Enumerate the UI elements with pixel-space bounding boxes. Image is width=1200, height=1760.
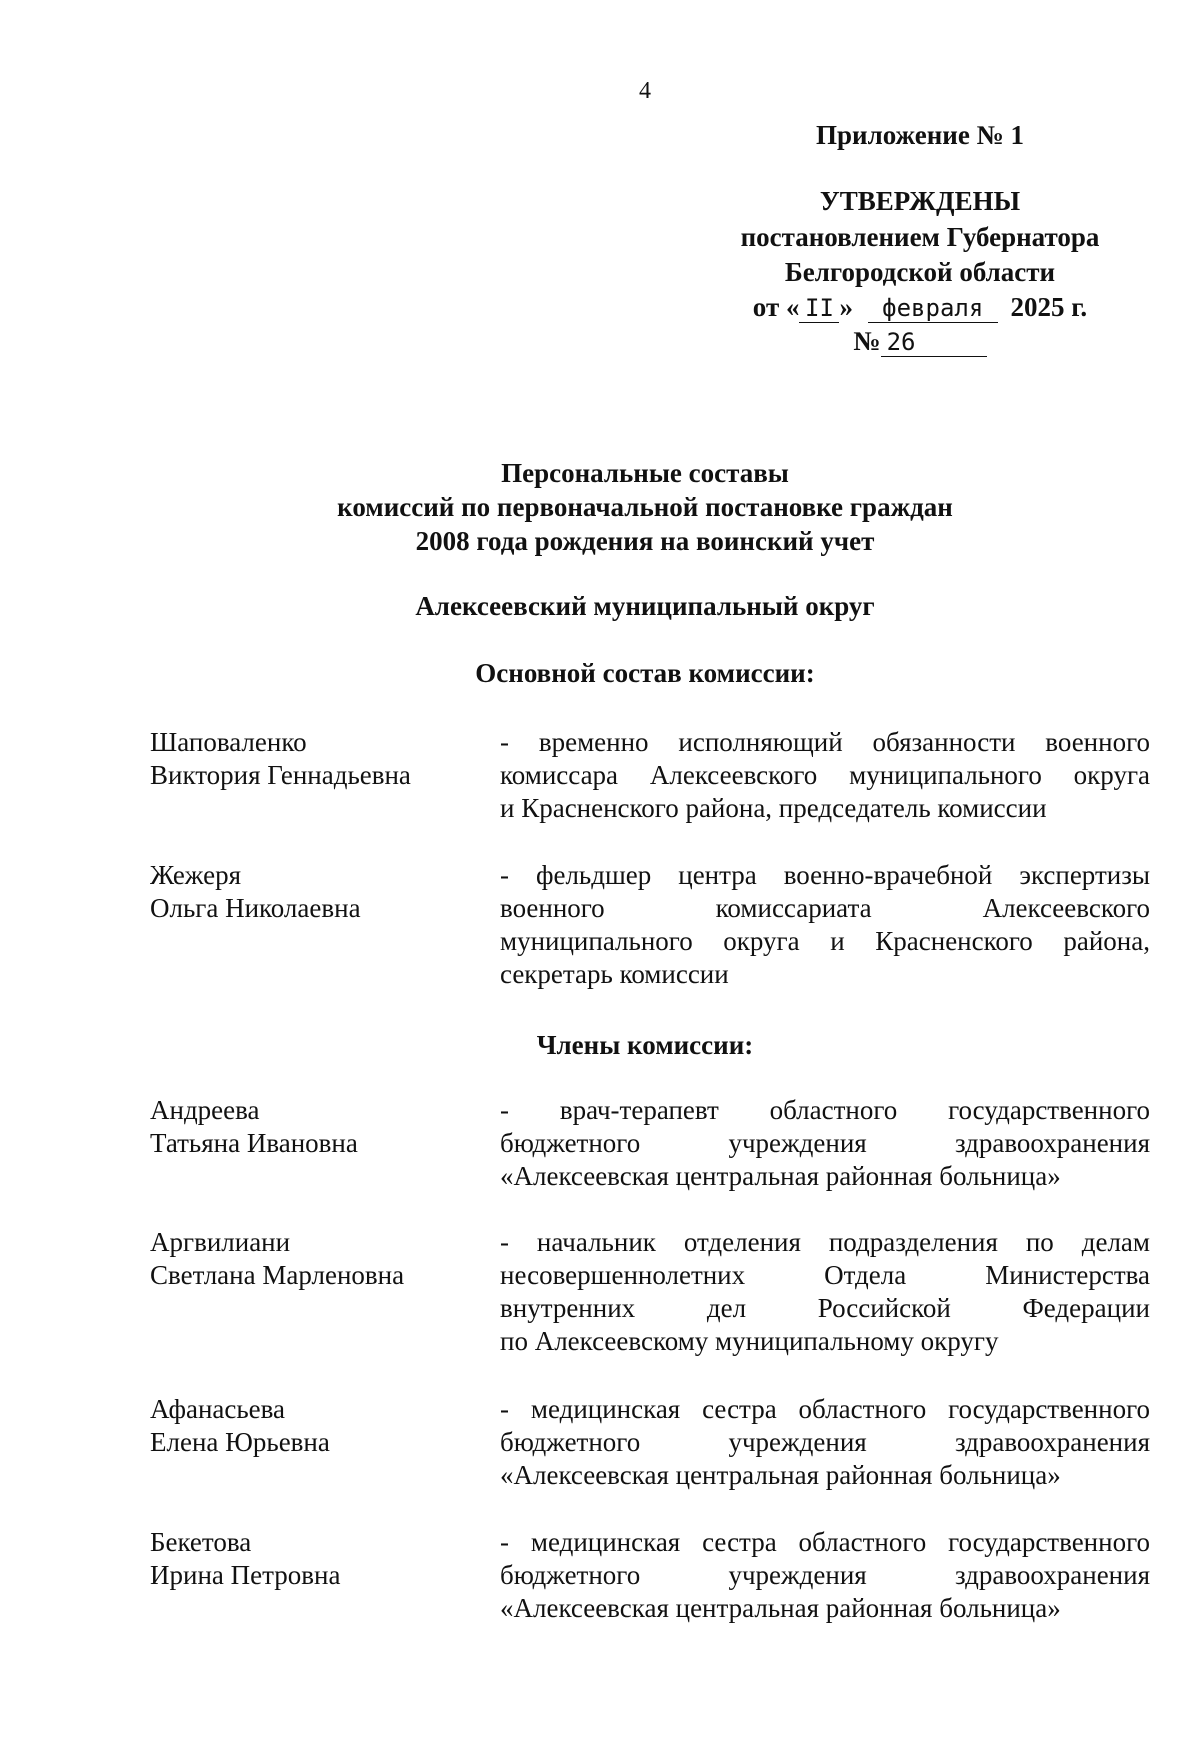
date-day: II xyxy=(799,294,839,323)
member-position xyxy=(500,1226,1150,1358)
position-line: - врач-терапевт областного государственного xyxy=(500,1095,1150,1125)
position-line: - медицинская сестра областного государственного xyxy=(500,1527,1150,1557)
member-surname: Афанасьева xyxy=(150,1394,286,1424)
member-position xyxy=(500,859,1150,991)
member-name xyxy=(150,1094,480,1160)
position-line: - фельдшер центра военно-врачебной экспертизы xyxy=(500,860,1150,890)
date-prefix: от « xyxy=(752,292,800,322)
member-given-name: Виктория Геннадьевна xyxy=(150,760,411,790)
position-line: несовершеннолетних Отдела Министерства xyxy=(500,1260,1150,1290)
member-name xyxy=(150,1393,480,1459)
approved-label: УТВЕРЖДЕНЫ xyxy=(819,186,1021,216)
position-line: - медицинская сестра областного государственного xyxy=(500,1394,1150,1424)
member-position xyxy=(500,726,1150,825)
position-line: «Алексеевская центральная районная больница» xyxy=(500,1161,1061,1191)
title-line-3: 2008 года рождения на воинский учет xyxy=(415,526,875,556)
member-given-name: Ольга Николаевна xyxy=(150,893,361,923)
position-line: - временно исполняющий обязанности военного xyxy=(500,727,1150,757)
position-line: комиссара Алексеевского муниципального округа xyxy=(500,760,1150,790)
member-surname: Шаповаленко xyxy=(150,727,307,757)
title-line-2: комиссий по первоначальной постановке граждан xyxy=(337,492,953,522)
position-line: бюджетного учреждения здравоохранения xyxy=(500,1427,1150,1457)
member-name xyxy=(150,859,480,925)
date-month: февраля xyxy=(868,294,998,323)
approval-date xyxy=(680,292,1160,323)
district-heading: Алексеевский муниципальный округ xyxy=(415,591,875,621)
position-line: «Алексеевская центральная районная больница» xyxy=(500,1460,1061,1490)
position-line: бюджетного учреждения здравоохранения xyxy=(500,1128,1150,1158)
position-line: внутренних дел Российской Федерации xyxy=(500,1293,1150,1323)
member-given-name: Ирина Петровна xyxy=(150,1560,341,1590)
number-prefix: № xyxy=(853,326,881,356)
position-line: «Алексеевская центральная районная больница» xyxy=(500,1593,1061,1623)
position-line: бюджетного учреждения здравоохранения xyxy=(500,1560,1150,1590)
members-heading: Члены комиссии: xyxy=(536,1030,754,1060)
member-name xyxy=(150,1226,480,1292)
main-composition-heading: Основной состав комиссии: xyxy=(475,658,815,688)
title-line-1: Персональные составы xyxy=(501,458,789,488)
member-name xyxy=(150,1526,480,1592)
date-year: 2025 г. xyxy=(1010,292,1088,322)
document-number: 26 xyxy=(881,328,987,357)
approved-by-line2: Белгородской области xyxy=(784,257,1056,287)
member-given-name: Светлана Марленовна xyxy=(150,1260,405,1290)
position-line: и Красненского района, председатель комиссии xyxy=(500,793,1047,823)
position-line: военного комиссариата Алексеевского xyxy=(500,893,1150,923)
member-surname: Андреева xyxy=(150,1095,260,1125)
member-surname: Жежеря xyxy=(150,860,242,890)
position-line: муниципального округа и Красненского района, xyxy=(500,926,1150,956)
appendix-label: Приложение № 1 xyxy=(816,120,1024,150)
position-line: - начальник отделения подразделения по делам xyxy=(500,1227,1150,1257)
position-line: по Алексеевскому муниципальному округу xyxy=(500,1326,999,1356)
member-position xyxy=(500,1526,1150,1625)
position-line: секретарь комиссии xyxy=(500,959,729,989)
member-position xyxy=(500,1393,1150,1492)
member-position xyxy=(500,1094,1150,1193)
approval-number xyxy=(680,326,1160,357)
approved-by-line1: постановлением Губернатора xyxy=(740,222,1100,252)
member-given-name: Елена Юрьевна xyxy=(150,1427,330,1457)
member-given-name: Татьяна Ивановна xyxy=(150,1128,358,1158)
date-mid: » xyxy=(839,292,853,322)
member-surname: Аргвилиани xyxy=(150,1227,291,1257)
member-name xyxy=(150,726,480,792)
page-number: 4 xyxy=(639,78,651,104)
member-surname: Бекетова xyxy=(150,1527,252,1557)
